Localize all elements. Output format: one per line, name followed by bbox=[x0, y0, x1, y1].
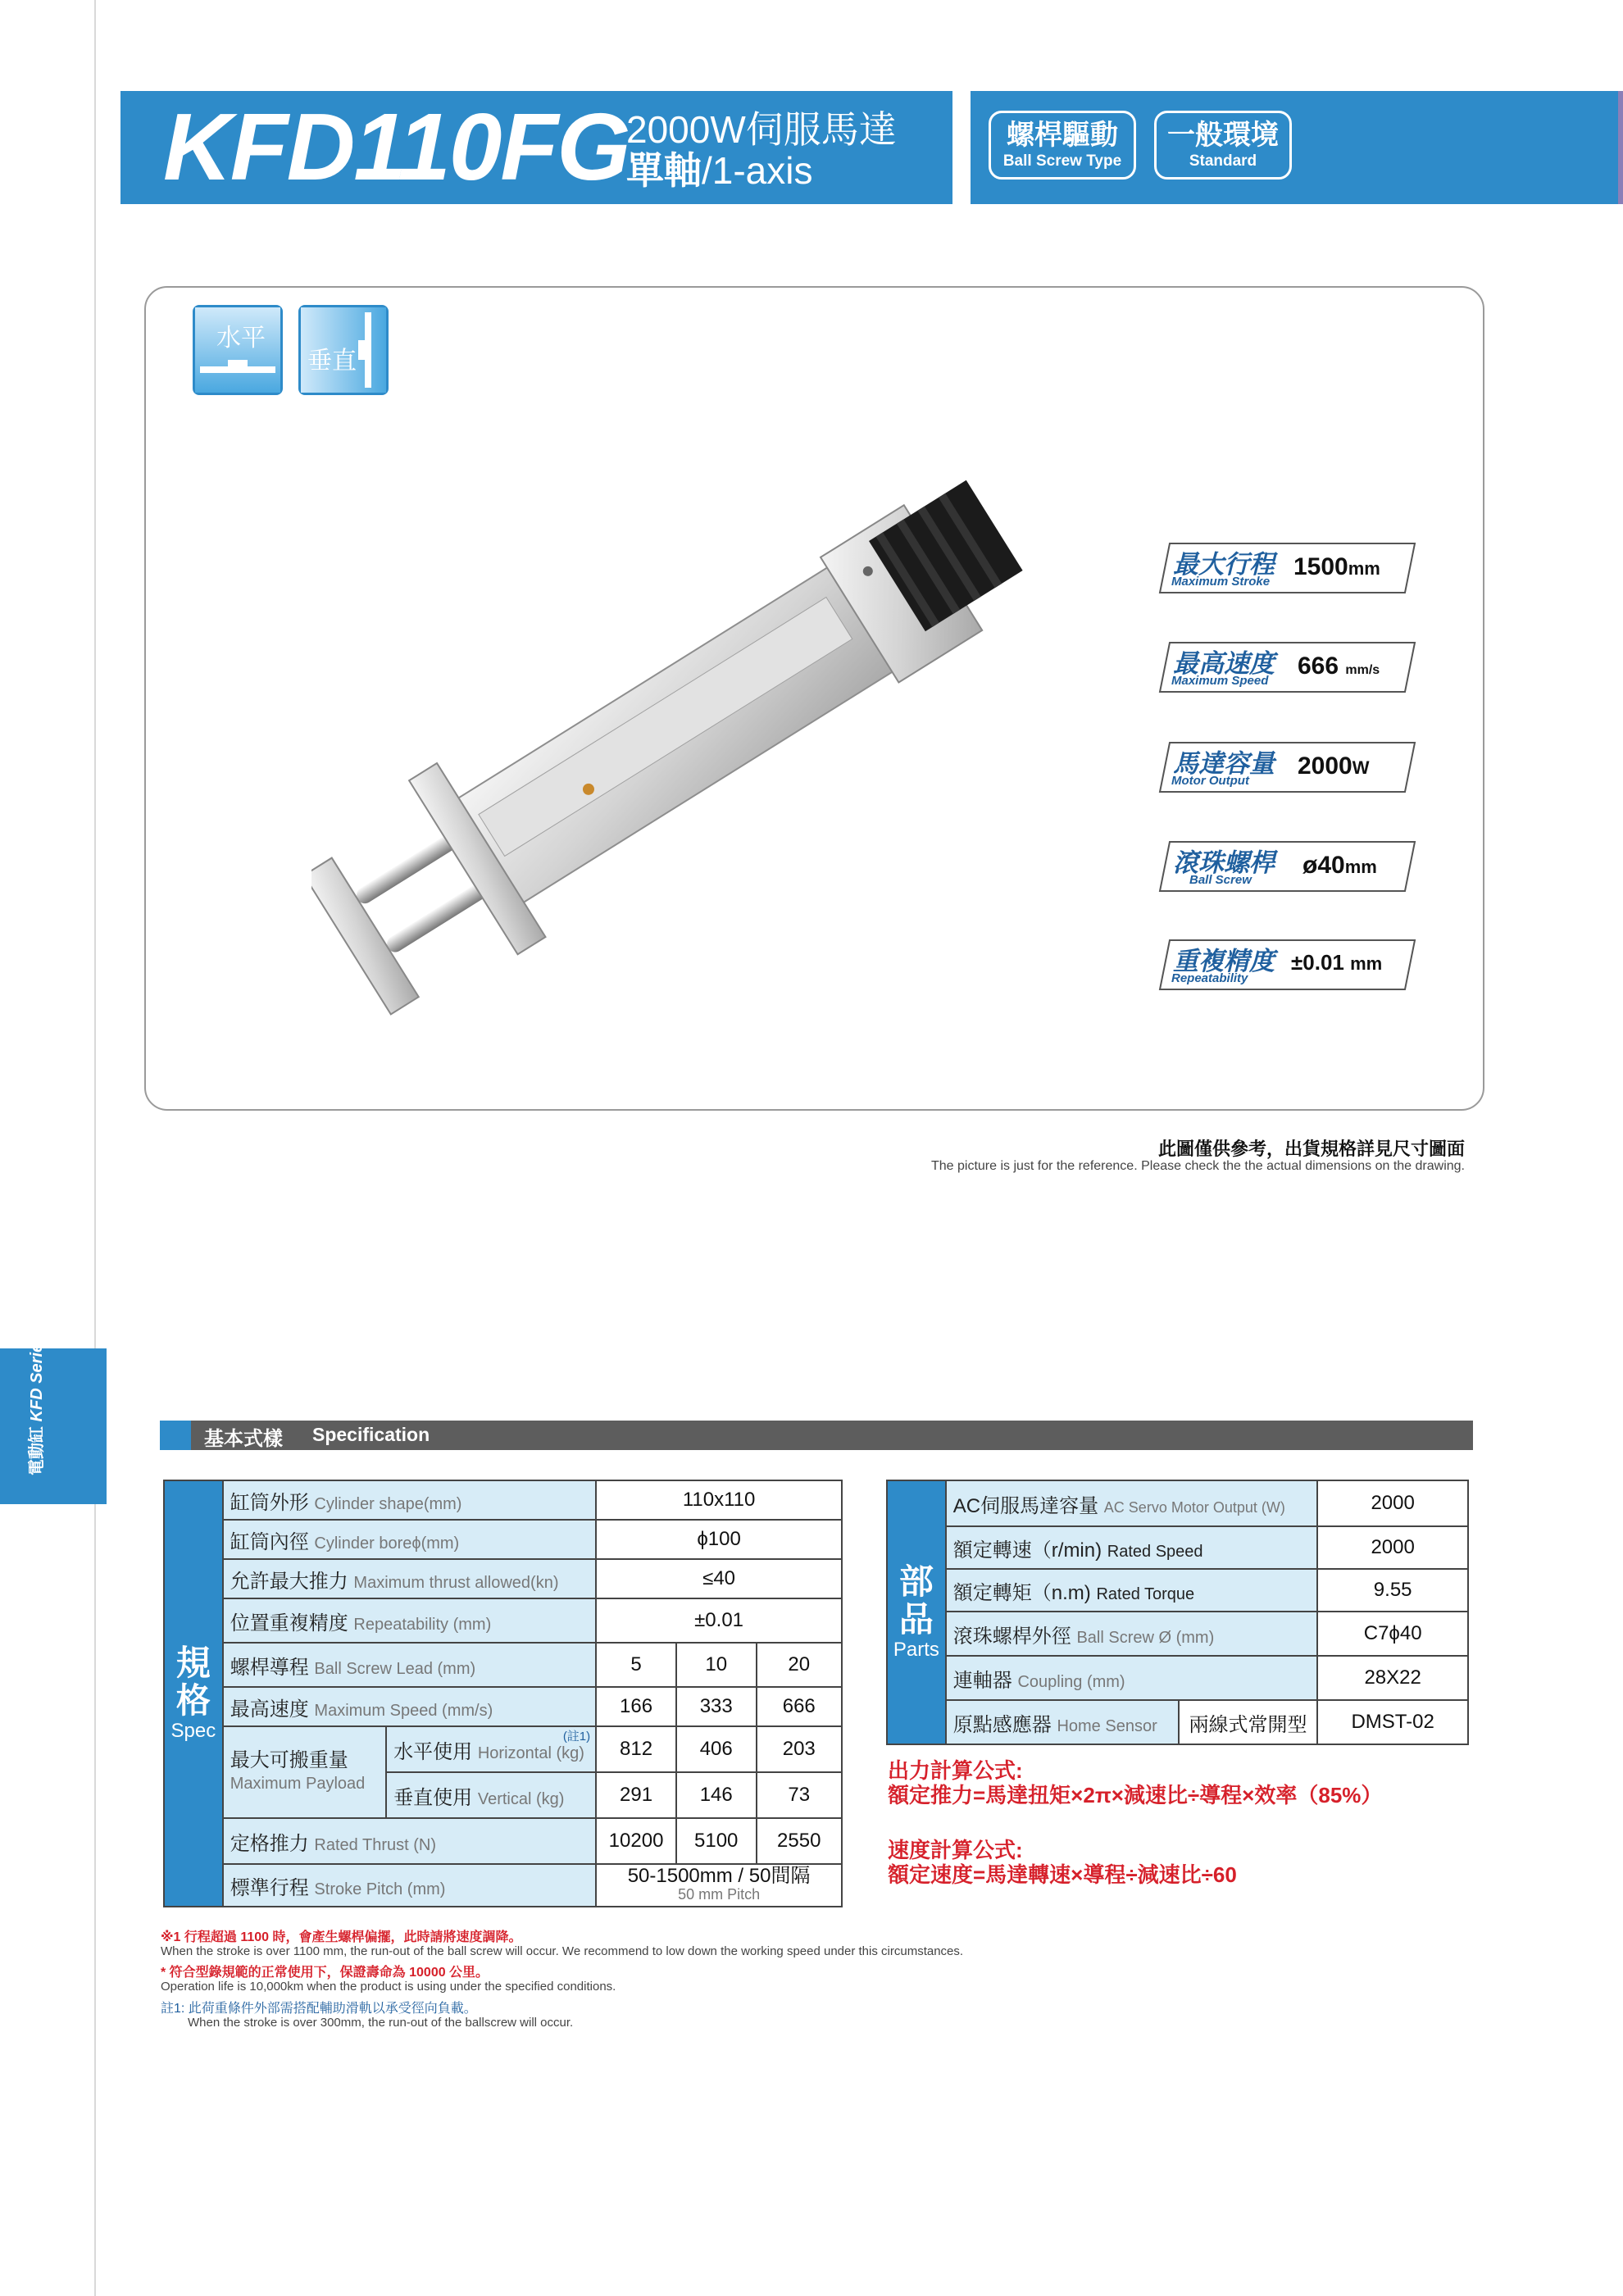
table-row bbox=[887, 1700, 1468, 1744]
badge-ball-screw-en: Ball Screw Type bbox=[1002, 152, 1122, 170]
spec-value: 10 bbox=[676, 1643, 757, 1687]
feature-label-en: Maximum Speed bbox=[1171, 674, 1269, 688]
spec-value: 166 bbox=[596, 1687, 676, 1726]
badge-ball-screw-zh: 螺桿驅動 bbox=[1007, 120, 1118, 151]
table-row bbox=[164, 1818, 842, 1864]
header-badge-bar bbox=[971, 91, 1618, 204]
orientation-horizontal-label: 水平 bbox=[216, 325, 266, 352]
note-3-en: When the stroke is over 300mm, the run-out of the ballscrew will occur. bbox=[188, 2016, 574, 2030]
spec-value-sub: 50 mm Pitch bbox=[678, 1886, 761, 1903]
series-side-tab bbox=[0, 1334, 107, 1504]
parts-label bbox=[946, 1656, 1318, 1700]
feature-value-unit: mm/s bbox=[1345, 663, 1380, 677]
parts-value: 2000 bbox=[1317, 1480, 1468, 1526]
feature-label-zh: 最高速度 bbox=[1173, 649, 1275, 678]
feature-value bbox=[1293, 553, 1380, 581]
note-3-zh: 註1: 此荷重條件外部需搭配輔助滑軌以承受徑向負載。 bbox=[161, 2002, 477, 2016]
feature-motor-output bbox=[1158, 741, 1416, 793]
spec-label bbox=[223, 1643, 596, 1687]
parts-side-en: Parts bbox=[893, 1639, 939, 1661]
parts-label-zh: AC伺服馬達容量 bbox=[952, 1494, 1099, 1517]
spec-label-zh: 最高速度 bbox=[230, 1698, 309, 1721]
thrust-formula-title: 出力計算公式: bbox=[888, 1758, 1023, 1783]
specification-header-zh: 基本式樣 bbox=[204, 1428, 283, 1450]
spec-value: 146 bbox=[676, 1772, 757, 1818]
feature-value-unit: mm bbox=[1348, 558, 1380, 579]
feature-value bbox=[1298, 752, 1370, 780]
orientation-horizontal bbox=[193, 305, 283, 395]
feature-value-number: ±0.01 bbox=[1291, 950, 1344, 975]
spec-value: 73 bbox=[757, 1772, 843, 1818]
caption-zh: 此圖僅供參考，出貨規格詳見尺寸圖面 bbox=[1157, 1139, 1465, 1159]
badge-standard-zh: 一般環境 bbox=[1167, 120, 1279, 151]
parts-label-zh: 連軸器 bbox=[952, 1669, 1012, 1692]
spec-label-en: Ball Screw Lead (mm) bbox=[314, 1659, 476, 1678]
spec-label bbox=[223, 1480, 596, 1520]
thrust-formula-body: 額定推力=馬達扭矩×2π×減速比÷導程×效率（85%） bbox=[888, 1783, 1383, 1807]
badge-ball-screw bbox=[989, 111, 1136, 180]
header-title-bar bbox=[120, 91, 952, 204]
spec-label bbox=[223, 1818, 596, 1864]
feature-label-en: Ball Screw bbox=[1189, 873, 1252, 887]
feature-label-en: Repeatability bbox=[1171, 971, 1248, 985]
note-2-zh: * 符合型錄規範的正常使用下，保證壽命為 10000 公里。 bbox=[161, 1966, 489, 1980]
spec-side-label bbox=[164, 1480, 223, 1907]
series-side-tab-zh: 電動缸 bbox=[28, 1426, 46, 1475]
table-row bbox=[887, 1480, 1468, 1526]
parts-label-en: Home Sensor bbox=[1057, 1716, 1157, 1735]
feature-ball-screw bbox=[1158, 840, 1416, 893]
spec-label-zh: 標準行程 bbox=[230, 1876, 309, 1899]
parts-side-zh-2: 品 bbox=[898, 1600, 934, 1639]
feature-label-zh: 滾珠螺桿 bbox=[1173, 848, 1275, 877]
parts-label-en: Coupling (mm) bbox=[1017, 1672, 1125, 1691]
spec-value: 666 bbox=[757, 1687, 843, 1726]
spec-label-en: Cylinder boreϕ(mm) bbox=[314, 1534, 460, 1553]
model-name: KFD110FG bbox=[163, 93, 630, 200]
specification-header-en: Specification bbox=[312, 1424, 430, 1445]
parts-side-zh-1: 部 bbox=[898, 1562, 934, 1601]
table-row bbox=[887, 1526, 1468, 1569]
spec-label-en: Maximum Payload bbox=[230, 1775, 366, 1793]
parts-label bbox=[946, 1526, 1318, 1569]
feature-value-unit: mm bbox=[1350, 953, 1383, 974]
spec-label-zh: 最大可搬重量 bbox=[230, 1749, 348, 1771]
specification-header bbox=[160, 1421, 1473, 1450]
spec-value: 406 bbox=[676, 1726, 757, 1772]
spec-value: 110x110 bbox=[596, 1480, 842, 1520]
parts-side-label bbox=[887, 1480, 946, 1744]
spec-value: ≤40 bbox=[596, 1559, 842, 1598]
orientation-vertical bbox=[298, 305, 389, 395]
spec-label-en: Rated Thrust (N) bbox=[314, 1835, 436, 1854]
feature-value bbox=[1298, 652, 1380, 680]
actuator-product-image bbox=[311, 475, 1049, 1049]
spec-label-zh: 缸筒內徑 bbox=[230, 1530, 309, 1553]
spec-label bbox=[223, 1520, 596, 1559]
spec-label-en: Vertical (kg) bbox=[477, 1789, 565, 1808]
feature-label-en: Motor Output bbox=[1171, 774, 1249, 788]
spec-label-zh: 允許最大推力 bbox=[230, 1570, 348, 1593]
table-row bbox=[164, 1520, 842, 1559]
parts-label-zh: 額定轉矩（n.m) bbox=[952, 1581, 1091, 1604]
table-row bbox=[164, 1643, 842, 1687]
spec-value: 5 bbox=[596, 1643, 676, 1687]
feature-max-stroke bbox=[1158, 542, 1416, 594]
spec-label bbox=[223, 1687, 596, 1726]
feature-repeatability bbox=[1158, 939, 1416, 991]
spec-label bbox=[223, 1559, 596, 1598]
spec-value: 812 bbox=[596, 1726, 676, 1772]
feature-label-zh: 最大行程 bbox=[1173, 550, 1275, 579]
note-1-zh: ※1 行程超過 1100 時，會產生螺桿偏擺，此時請將速度調降。 bbox=[161, 1930, 522, 1944]
table-row bbox=[164, 1598, 842, 1643]
parts-value: DMST-02 bbox=[1317, 1700, 1468, 1744]
spec-label-zh: 垂直使用 bbox=[393, 1786, 473, 1809]
feature-value-number: 2000 bbox=[1298, 752, 1352, 780]
spec-note-ref: (註1) bbox=[562, 1730, 591, 1744]
spec-label bbox=[386, 1772, 596, 1818]
spec-side-zh-1: 規 bbox=[175, 1644, 211, 1682]
table-row bbox=[887, 1569, 1468, 1612]
table-row bbox=[164, 1726, 842, 1772]
spec-label-en: Maximum thrust allowed(kn) bbox=[353, 1573, 559, 1592]
feature-label-zh: 重複精度 bbox=[1173, 947, 1275, 975]
parts-extra: 兩線式常開型 bbox=[1179, 1700, 1318, 1744]
spec-label-en: Repeatability (mm) bbox=[353, 1615, 492, 1634]
spec-value: 291 bbox=[596, 1772, 676, 1818]
note-2-en: Operation life is 10,000km when the product is using under the specified conditions. bbox=[161, 1980, 616, 1994]
feature-value bbox=[1291, 950, 1382, 975]
spec-label-en: Horizontal (kg) bbox=[477, 1744, 584, 1762]
spec-label-zh: 位置重複精度 bbox=[230, 1612, 348, 1634]
speed-formula-body: 額定速度=馬達轉速×導程÷減速比÷60 bbox=[888, 1862, 1237, 1887]
parts-label-en: Ball Screw Ø (mm) bbox=[1076, 1628, 1215, 1647]
spec-value: 20 bbox=[757, 1643, 843, 1687]
spec-label-zh: 水平使用 bbox=[393, 1740, 473, 1763]
parts-label bbox=[946, 1612, 1318, 1656]
spec-value: ϕ100 bbox=[596, 1520, 842, 1559]
spec-value: ±0.01 bbox=[596, 1598, 842, 1643]
specification-header-marker bbox=[160, 1421, 191, 1450]
feature-value-number: 666 bbox=[1298, 652, 1339, 680]
parts-label-zh: 滾珠螺桿外徑 bbox=[952, 1625, 1071, 1648]
feature-label-zh: 馬達容量 bbox=[1173, 749, 1275, 778]
speed-formula-title: 速度計算公式: bbox=[888, 1838, 1023, 1862]
feature-value-unit: mm bbox=[1344, 857, 1377, 877]
spec-value: 203 bbox=[757, 1726, 843, 1772]
spec-value: 333 bbox=[676, 1687, 757, 1726]
spec-value: 5100 bbox=[676, 1818, 757, 1864]
spec-side-en: Spec bbox=[170, 1720, 216, 1742]
table-row bbox=[164, 1480, 842, 1520]
feature-value-number: ø40 bbox=[1302, 852, 1345, 879]
table-row bbox=[164, 1559, 842, 1598]
parts-label-zh: 原點感應器 bbox=[952, 1713, 1052, 1736]
spec-label bbox=[223, 1598, 596, 1643]
parts-label-en: AC Servo Motor Output (W) bbox=[1103, 1498, 1285, 1516]
note-1-en: When the stroke is over 1100 mm, the run-out of the ball screw will occur. We recommend to low down the working speed under this circumstances. bbox=[161, 1944, 964, 1958]
table-row bbox=[887, 1656, 1468, 1700]
spec-side-zh-2: 格 bbox=[175, 1681, 211, 1720]
spec-value-main: 50-1500mm / 50間隔 bbox=[627, 1865, 811, 1887]
feature-value-number: 1500 bbox=[1293, 553, 1348, 580]
feature-value-unit: W bbox=[1352, 757, 1370, 778]
parts-value: 2000 bbox=[1317, 1526, 1468, 1569]
spec-label-zh: 缸筒外形 bbox=[230, 1491, 309, 1514]
parts-label-en: Rated Speed bbox=[1107, 1542, 1203, 1561]
spec-value: 10200 bbox=[596, 1818, 676, 1864]
orientation-vertical-label: 垂直 bbox=[307, 348, 357, 375]
parts-table bbox=[886, 1480, 1469, 1745]
badge-standard-en: Standard bbox=[1189, 152, 1257, 170]
subtitle-motor: 2000W伺服馬達 bbox=[626, 108, 897, 151]
spec-table bbox=[163, 1480, 843, 1907]
parts-label-zh: 額定轉速（r/min) bbox=[952, 1539, 1102, 1562]
spec-label-payload bbox=[223, 1726, 386, 1818]
feature-max-speed bbox=[1158, 641, 1416, 693]
parts-label-en: Rated Torque bbox=[1096, 1584, 1195, 1603]
subtitle-axis-zh: 單軸 bbox=[626, 149, 702, 192]
table-row bbox=[887, 1612, 1468, 1656]
parts-value: 28X22 bbox=[1317, 1656, 1468, 1700]
subtitle-axis bbox=[626, 150, 812, 191]
header-accent-strip bbox=[1618, 91, 1623, 204]
table-row bbox=[164, 1687, 842, 1726]
feature-value bbox=[1302, 852, 1377, 880]
parts-value: 9.55 bbox=[1317, 1569, 1468, 1612]
spec-label-zh: 定格推力 bbox=[230, 1832, 309, 1855]
table-row bbox=[164, 1864, 842, 1907]
spec-label bbox=[386, 1726, 596, 1772]
parts-label bbox=[946, 1569, 1318, 1612]
series-side-tab-en: KFD Series bbox=[28, 1334, 46, 1422]
spec-label-en: Cylinder shape(mm) bbox=[314, 1494, 462, 1513]
spec-label-en: Stroke Pitch (mm) bbox=[314, 1880, 446, 1898]
badge-standard bbox=[1154, 111, 1292, 180]
subtitle-axis-en: /1-axis bbox=[702, 149, 813, 192]
series-side-tab-label bbox=[23, 1334, 47, 1475]
spec-value: 2550 bbox=[757, 1818, 843, 1864]
spec-value bbox=[596, 1864, 842, 1907]
parts-value: C7ϕ40 bbox=[1317, 1612, 1468, 1656]
page-margin-rule bbox=[94, 0, 96, 2296]
spec-label-en: Maximum Speed (mm/s) bbox=[314, 1701, 493, 1720]
caption-en: The picture is just for the reference. Please check the the actual dimensions on the drawing. bbox=[930, 1159, 1465, 1173]
spec-label-zh: 螺桿導程 bbox=[230, 1656, 309, 1679]
feature-label-en: Maximum Stroke bbox=[1171, 575, 1271, 589]
parts-label bbox=[946, 1700, 1179, 1744]
spec-label bbox=[223, 1864, 596, 1907]
parts-label bbox=[946, 1480, 1318, 1526]
